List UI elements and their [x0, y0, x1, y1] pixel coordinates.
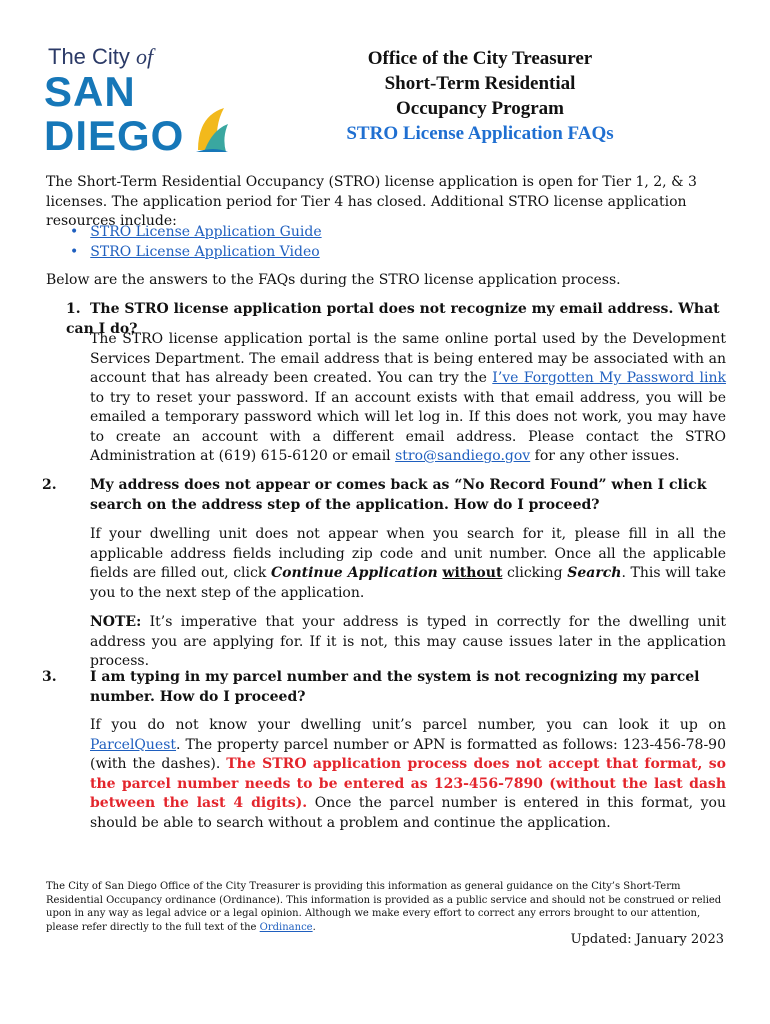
- faq-answer-1: The STRO license application portal is the same online portal used by the Development Services Department. The email address that is being entered may be associated with an account that has already been created. You can try the I’ve Forgotten My Password link to try to reset your password. If an account exists with that email address, you will be emailed a temporary password which will let log in. If this does not work, you may have to create an account with a different email address. Please contact the STRO Administration at (619) 615-6120 or email stro@sandiego.gov for any other issues.: [90, 331, 727, 464]
- format-warning: The STRO application process does not accept that format, so the parcel number needs to be entered as 123-456-7890 (without the last dash between the last 4 digits).: [90, 756, 726, 811]
- faq-note-2: NOTE: It’s imperative that your address is typed in correctly for the dwelling unit address you are applying for. If it is not, this may cause issues later in the application process.: [90, 614, 726, 669]
- header-line1: Office of the City Treasurer: [367, 48, 593, 69]
- disclaimer-footer: The City of San Diego Office of the City Treasurer is providing this information as general guidance on the City’s Short-Term Residential Occupancy ordinance (Ordinance). This information is provided as a public service and should not be construed or relied upon in any way as legal advice or a legal opinion. Although we make every effort to correct any errors brought to our attention, please refer directly to the full text of the Ordinance.: [46, 881, 722, 933]
- header-line3: Occupancy Program: [396, 98, 564, 119]
- resource-item: [70, 242, 322, 262]
- logo-san-text: SAN: [44, 68, 136, 115]
- email-link[interactable]: stro@sandiego.gov: [395, 448, 531, 464]
- faq-question-3: 3. I am typing in my parcel number and the system is not recognizing my parcel number. How do I proceed?: [42, 669, 700, 705]
- logo-city-text: The City of: [48, 44, 154, 69]
- ordinance-link[interactable]: Ordinance: [259, 921, 313, 933]
- resource-item: [70, 222, 322, 242]
- sun-wave-icon: [194, 106, 230, 154]
- header-line2: Short-Term Residential: [384, 73, 576, 94]
- updated-date: Updated: January 2023: [570, 932, 724, 947]
- resource-list: [70, 222, 322, 262]
- document-header: [300, 46, 660, 146]
- city-logo: [44, 44, 234, 162]
- lead-paragraph: Below are the answers to the FAQs during the STRO license application process.: [46, 272, 621, 288]
- logo-diego-text: DIEGO: [44, 112, 185, 159]
- faq-question-1: 1. The STRO license application portal does not recognize my email address. What can I do?: [66, 301, 720, 337]
- intro-paragraph: The Short-Term Residential Occupancy (STRO) license application is open for Tier 1, 2, & 3 licenses. The application period for Tier 4 has closed. Additional STRO license application resources include:: [46, 174, 697, 229]
- faq-question-2: 2. My address does not appear or comes back as “No Record Found” when I click search on the address step of the application. How do I proceed?: [42, 477, 707, 513]
- faq-answer-3: If you do not know your dwelling unit’s parcel number, you can look it up on ParcelQuest. The property parcel number or APN is formatted as follows: 123-456-78-90 (with the dashes). The STRO application process does not accept that format, so the parcel number needs to be entered as 123-456-7890 (without the last dash between the last 4 digits). Once the parcel number is entered in this format, you should be able to search without a problem and continue the application.: [90, 717, 726, 831]
- header-subtitle: STRO License Application FAQs: [346, 123, 614, 144]
- forgot-password-link[interactable]: I’ve Forgotten My Password link: [492, 370, 727, 386]
- guide-link[interactable]: STRO License Application Guide: [90, 224, 322, 240]
- faq-answer-2: If your dwelling unit does not appear when you search for it, please fill in all the applicable address fields including zip code and unit number. Once all the applicable fields are filled out, click Continue Application without clicking Search. This will take you to the next step of the application.: [90, 526, 727, 601]
- parcelquest-link[interactable]: ParcelQuest: [90, 736, 177, 753]
- video-link[interactable]: STRO License Application Video: [90, 244, 320, 260]
